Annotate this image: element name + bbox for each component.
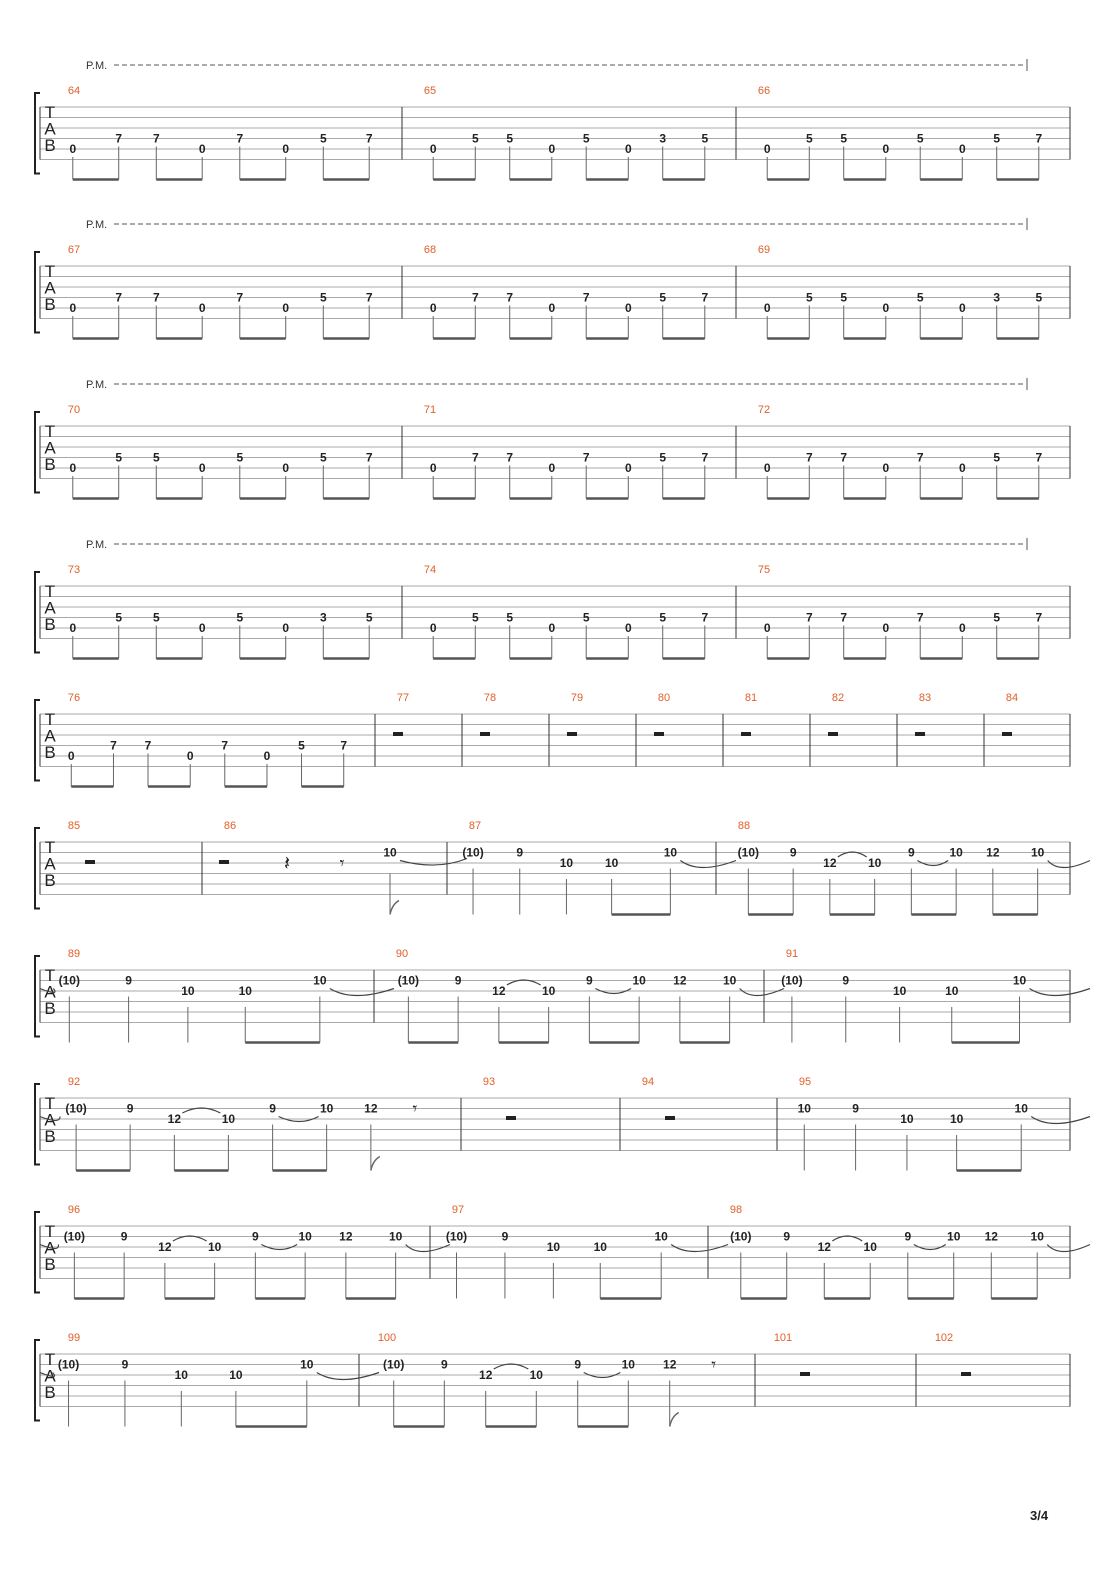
fret-number: 0	[882, 621, 890, 635]
fret-number: (10)	[65, 1101, 87, 1116]
fret-number: 12	[984, 1229, 998, 1244]
half-rest	[85, 860, 95, 864]
measure-number: 93	[482, 1076, 496, 1088]
fret-number: 10	[593, 1240, 607, 1254]
fret-number: 12	[823, 856, 837, 870]
measure-number: 100	[377, 1332, 397, 1344]
fret-number: 0	[624, 621, 632, 635]
tie-arc	[400, 859, 467, 866]
note-flag	[390, 901, 399, 915]
fret-number: 5	[916, 131, 924, 146]
fret-number: 0	[69, 621, 77, 635]
measure-number: 87	[468, 820, 482, 832]
eighth-rest: 𝄾	[412, 1098, 418, 1119]
fret-number: 5	[471, 131, 479, 146]
fret-number: 5	[805, 131, 813, 146]
fret-number: 5	[993, 450, 1001, 465]
fret-number: (10)	[63, 1229, 86, 1244]
tie-arc	[1030, 989, 1090, 996]
fret-number: 5	[659, 610, 667, 625]
fret-number: (10)	[397, 973, 420, 988]
fret-number: 10	[945, 984, 959, 998]
measure-number: 91	[785, 948, 799, 960]
measure-number: 88	[737, 820, 751, 832]
fret-number: 10	[900, 1112, 914, 1126]
fret-number: 0	[882, 301, 890, 315]
fret-number: 0	[429, 142, 437, 156]
fret-number: 7	[115, 290, 123, 305]
fret-number: 0	[624, 301, 632, 315]
fret-number: 10	[300, 1357, 314, 1372]
fret-number: 12	[479, 1368, 493, 1382]
tab-clef-letter: B	[44, 871, 56, 890]
fret-number: 9	[842, 973, 850, 988]
fret-number: 9	[904, 1229, 912, 1244]
fret-number: 7	[221, 738, 229, 753]
measure-number: 77	[396, 692, 410, 704]
fret-number: 7	[236, 131, 244, 146]
fret-number: 9	[454, 973, 462, 988]
fret-number: 5	[152, 450, 160, 465]
measure-number: 80	[657, 692, 671, 704]
fret-number: 7	[701, 290, 709, 305]
half-rest	[219, 860, 229, 864]
measure-number: 76	[67, 692, 81, 704]
fret-number: 10	[383, 845, 397, 860]
fret-number: 0	[198, 461, 206, 475]
fret-number: (10)	[730, 1229, 752, 1244]
system-bracket	[35, 700, 40, 781]
tab-clef-letter: T	[44, 582, 56, 601]
fret-number: 10	[654, 1229, 668, 1244]
half-rest	[800, 1372, 810, 1376]
fret-number: 0	[763, 301, 771, 315]
tab-clef-letter: B	[44, 743, 56, 762]
fret-number: 3	[659, 131, 667, 146]
tab-clef-letter: B	[44, 1255, 56, 1274]
measure-number: 95	[798, 1076, 812, 1088]
fret-number: 7	[840, 610, 848, 625]
fret-number: 7	[115, 131, 123, 146]
fret-number: 7	[582, 290, 590, 305]
fret-number: 10	[663, 845, 678, 860]
fret-number: 7	[701, 450, 709, 465]
system-bracket	[35, 1084, 40, 1165]
fret-number: 0	[958, 301, 966, 315]
fret-number: 10	[797, 1101, 811, 1116]
fret-number: 9	[125, 973, 132, 988]
tab-clef-letter: T	[44, 710, 56, 729]
tie-arc	[317, 1373, 379, 1380]
fret-number: 7	[340, 738, 348, 753]
fret-number: 10	[1030, 845, 1045, 860]
fret-number: (10)	[57, 1357, 80, 1372]
fret-number: 0	[429, 301, 437, 315]
fret-number: 0	[624, 142, 632, 156]
fret-number: 9	[121, 1357, 129, 1372]
fret-number: 10	[1030, 1229, 1044, 1244]
fret-number: 5	[582, 610, 590, 625]
fret-number: 10	[541, 984, 556, 998]
fret-number: 9	[269, 1101, 276, 1116]
system-bracket	[35, 1212, 40, 1293]
tie-arc	[406, 1245, 450, 1252]
fret-number: 10	[207, 1240, 222, 1254]
fret-number: 5	[236, 610, 244, 625]
palm-mute-label: P.M.	[86, 60, 108, 72]
fret-number: 7	[916, 450, 924, 465]
fret-number: 10	[174, 1368, 188, 1382]
fret-number: 7	[110, 738, 117, 753]
fret-number: 0	[882, 461, 890, 475]
measure-number: 78	[483, 692, 497, 704]
fret-number: 5	[582, 131, 590, 146]
system-bracket	[35, 252, 40, 333]
measure-number: 94	[641, 1076, 655, 1088]
measure-number: 66	[757, 85, 771, 97]
fret-number: 0	[186, 749, 194, 763]
measure-number: 69	[757, 244, 771, 256]
tab-clef-letter: T	[44, 966, 56, 985]
tab-clef-letter: B	[44, 999, 56, 1018]
fret-number: 12	[339, 1229, 353, 1244]
tab-clef-letter: A	[44, 438, 56, 458]
fret-number: 10	[604, 856, 619, 870]
fret-number: 10	[529, 1368, 543, 1382]
measure-number: 85	[67, 820, 81, 832]
fret-number: 7	[236, 290, 244, 305]
fret-number: 0	[282, 461, 290, 475]
half-rest	[828, 732, 838, 736]
fret-number: 5	[993, 610, 1001, 625]
fret-number: 10	[319, 1101, 334, 1116]
measure-number: 83	[918, 692, 932, 704]
fret-number: 9	[120, 1229, 128, 1244]
fret-number: 7	[152, 290, 160, 305]
fret-number: 5	[236, 450, 244, 465]
measure-number: 99	[67, 1332, 81, 1344]
fret-number: 0	[282, 301, 290, 315]
measure-number: 86	[223, 820, 237, 832]
fret-number: 7	[805, 610, 813, 625]
fret-number: 9	[440, 1357, 448, 1372]
fret-number: 7	[506, 290, 514, 305]
tab-clef-letter: T	[44, 422, 56, 441]
fret-number: 5	[659, 290, 667, 305]
fret-number: 9	[126, 1101, 134, 1116]
fret-number: 0	[882, 142, 890, 156]
tab-clef-letter: T	[44, 1222, 56, 1241]
fret-number: 0	[69, 461, 77, 475]
fret-number: 0	[263, 749, 271, 763]
fret-number: (10)	[781, 973, 803, 988]
measure-number: 98	[729, 1204, 743, 1216]
fret-number: 10	[181, 984, 195, 998]
page-number: 3/4	[1030, 1508, 1049, 1523]
fret-number: 7	[365, 131, 373, 146]
quarter-rest: 𝄽	[283, 853, 291, 875]
fret-number: 5	[805, 290, 813, 305]
measure-number: 72	[757, 404, 771, 416]
fret-number: 5	[840, 290, 848, 305]
tab-clef-letter: B	[44, 455, 56, 474]
fret-number: 9	[252, 1229, 259, 1244]
fret-number: (10)	[462, 845, 484, 860]
fret-number: 0	[69, 301, 77, 315]
fret-number: 0	[67, 749, 75, 763]
fret-number: 0	[763, 142, 771, 156]
fret-number: 5	[298, 738, 305, 753]
tie-arc	[1048, 861, 1090, 868]
measure-number: 65	[423, 85, 437, 97]
measure-number: 90	[395, 948, 409, 960]
fret-number: 10	[1012, 973, 1027, 988]
fret-number: 0	[958, 142, 966, 156]
measure-number: 70	[67, 404, 81, 416]
measure-number: 102	[934, 1332, 954, 1344]
measure-number: 84	[1005, 692, 1019, 704]
tab-clef-letter: T	[44, 1094, 56, 1113]
fret-number: 9	[852, 1101, 859, 1116]
fret-number: 5	[319, 450, 327, 465]
fret-number: 7	[506, 450, 514, 465]
fret-number: 10	[298, 1229, 312, 1244]
fret-number: 9	[586, 973, 593, 988]
fret-number: 0	[282, 142, 290, 156]
measure-number: 92	[67, 1076, 81, 1088]
measure-number: 79	[570, 692, 584, 704]
fret-number: 7	[1035, 131, 1043, 146]
fret-number: 10	[621, 1357, 635, 1372]
measure-number: 97	[451, 1204, 465, 1216]
fret-number: 5	[840, 131, 848, 146]
fret-number: 5	[701, 131, 709, 146]
fret-number: 9	[501, 1229, 509, 1244]
system-bracket	[35, 1340, 40, 1421]
fret-number: 10	[722, 973, 737, 988]
measure-number: 81	[744, 692, 758, 704]
fret-number: (10)	[58, 973, 80, 988]
fret-number: 10	[221, 1112, 236, 1126]
fret-number: 5	[115, 450, 123, 465]
tab-clef-letter: A	[44, 278, 56, 298]
fret-number: 7	[365, 290, 373, 305]
half-rest	[506, 1116, 516, 1120]
measure-number: 101	[773, 1332, 793, 1344]
tab-clef-letter: T	[44, 103, 56, 122]
fret-number: 7	[840, 450, 848, 465]
half-rest	[665, 1116, 675, 1120]
fret-number: 10	[559, 856, 574, 870]
fret-number: 10	[546, 1240, 561, 1254]
fret-number: 12	[663, 1357, 677, 1372]
system-bracket	[35, 572, 40, 653]
half-rest	[480, 732, 490, 736]
fret-number: 0	[198, 621, 206, 635]
fret-number: 7	[152, 131, 160, 146]
fret-number: 0	[624, 461, 632, 475]
fret-number: (10)	[445, 1229, 468, 1244]
tie-arc	[1047, 1245, 1090, 1252]
half-rest	[915, 732, 925, 736]
measure-number: 73	[67, 564, 81, 576]
eighth-rest: 𝄾	[711, 1354, 717, 1375]
half-rest	[393, 732, 403, 736]
tab-clef-letter: A	[44, 598, 56, 618]
tab-clef-letter: A	[44, 726, 56, 746]
tie-arc	[680, 861, 736, 868]
tab-clef-letter: A	[44, 982, 56, 1002]
fret-number: 12	[158, 1240, 172, 1254]
fret-number: 12	[167, 1112, 182, 1126]
half-rest	[654, 732, 664, 736]
system-bracket	[35, 956, 40, 1037]
fret-number: 12	[986, 845, 1000, 860]
fret-number: (10)	[737, 845, 760, 860]
fret-number: 0	[763, 621, 771, 635]
fret-number: 5	[319, 290, 327, 305]
fret-number: 10	[313, 973, 327, 988]
fret-number: 7	[471, 290, 479, 305]
tab-clef-letter: A	[44, 119, 56, 139]
tab-clef-letter: B	[44, 1383, 56, 1402]
half-rest	[741, 732, 751, 736]
half-rest	[961, 1372, 971, 1376]
tab-clef-letter: B	[44, 295, 56, 314]
fret-number: 0	[548, 142, 556, 156]
fret-number: 5	[506, 131, 514, 146]
fret-number: 12	[492, 984, 506, 998]
fret-number: 3	[993, 290, 1001, 305]
tie-arc	[1031, 1117, 1090, 1124]
fret-number: 5	[1035, 290, 1043, 305]
fret-number: 5	[993, 131, 1001, 146]
fret-number: 0	[198, 142, 206, 156]
tie-arc	[740, 989, 784, 996]
measure-number: 74	[423, 564, 437, 576]
tab-clef-letter: A	[44, 854, 56, 874]
measure-number: 68	[423, 244, 437, 256]
half-rest	[1002, 732, 1012, 736]
fret-number: 10	[867, 856, 882, 870]
fret-number: 7	[471, 450, 479, 465]
tab-clef-letter: A	[44, 1110, 56, 1130]
fret-number: 7	[1035, 610, 1043, 625]
fret-number: 5	[115, 610, 123, 625]
palm-mute-label: P.M.	[86, 219, 108, 231]
fret-number: 0	[958, 621, 966, 635]
fret-number: 10	[947, 1229, 961, 1244]
tab-clef-letter: A	[44, 1366, 56, 1386]
fret-number: 0	[548, 301, 556, 315]
eighth-rest: 𝄾	[339, 853, 345, 873]
measure-number: 71	[423, 404, 437, 416]
measure-number: 75	[757, 564, 771, 576]
fret-number: 7	[144, 738, 152, 753]
fret-number: 9	[789, 845, 797, 860]
fret-number: 10	[632, 973, 646, 988]
fret-number: 7	[916, 610, 924, 625]
fret-number: 0	[548, 621, 556, 635]
tab-clef-letter: B	[44, 615, 56, 634]
fret-number: 5	[365, 610, 373, 625]
fret-number: 7	[805, 450, 813, 465]
tab-clef-letter: B	[44, 136, 56, 155]
fret-number: 10	[949, 845, 963, 860]
tab-clef-letter: T	[44, 1350, 56, 1369]
fret-number: 10	[1014, 1101, 1028, 1116]
palm-mute-label: P.M.	[86, 539, 108, 551]
fret-number: 5	[471, 610, 479, 625]
fret-number: 0	[763, 461, 771, 475]
note-flag	[371, 1157, 380, 1171]
fret-number: 9	[516, 845, 524, 860]
tab-clef-letter: T	[44, 838, 56, 857]
measure-number: 89	[67, 948, 81, 960]
fret-number: 3	[319, 610, 327, 625]
measure-number: 82	[831, 692, 845, 704]
fret-number: 0	[548, 461, 556, 475]
fret-number: 10	[229, 1368, 243, 1382]
fret-number: 5	[152, 610, 160, 625]
measure-number: 96	[67, 1204, 81, 1216]
fret-number: 0	[958, 461, 966, 475]
note-flag	[670, 1413, 679, 1427]
system-bracket	[35, 412, 40, 493]
fret-number: 12	[673, 973, 687, 988]
tab-clef-letter: A	[44, 1238, 56, 1258]
fret-number: 12	[817, 1240, 831, 1254]
fret-number: 10	[238, 984, 252, 998]
fret-number: 0	[429, 461, 437, 475]
tie-arc	[671, 1245, 728, 1252]
tie-arc	[330, 989, 394, 996]
fret-number: 10	[863, 1240, 877, 1254]
tab-clef-letter: B	[44, 1127, 56, 1146]
fret-number: 7	[582, 450, 590, 465]
fret-number: 0	[69, 142, 77, 156]
tab-clef-letter: T	[44, 262, 56, 281]
fret-number: 5	[659, 450, 667, 465]
fret-number: 10	[892, 984, 907, 998]
half-rest	[567, 732, 577, 736]
fret-number: 9	[907, 845, 915, 860]
measure-number: 64	[67, 85, 81, 97]
fret-number: 0	[429, 621, 437, 635]
fret-number: 7	[701, 610, 709, 625]
fret-number: 9	[574, 1357, 582, 1372]
fret-number: 5	[916, 290, 924, 305]
palm-mute-label: P.M.	[86, 379, 108, 391]
fret-number: 0	[282, 621, 290, 635]
system-bracket	[35, 828, 40, 909]
fret-number: 5	[319, 131, 327, 146]
fret-number: 5	[506, 610, 514, 625]
fret-number: 10	[388, 1229, 403, 1244]
fret-number: 0	[198, 301, 206, 315]
system-bracket	[35, 93, 40, 174]
fret-number: 7	[1035, 450, 1043, 465]
fret-number: 12	[364, 1101, 378, 1116]
fret-number: 7	[365, 450, 373, 465]
fret-number: 9	[783, 1229, 791, 1244]
fret-number: 10	[949, 1112, 964, 1126]
fret-number: (10)	[383, 1357, 405, 1372]
measure-number: 67	[67, 244, 81, 256]
